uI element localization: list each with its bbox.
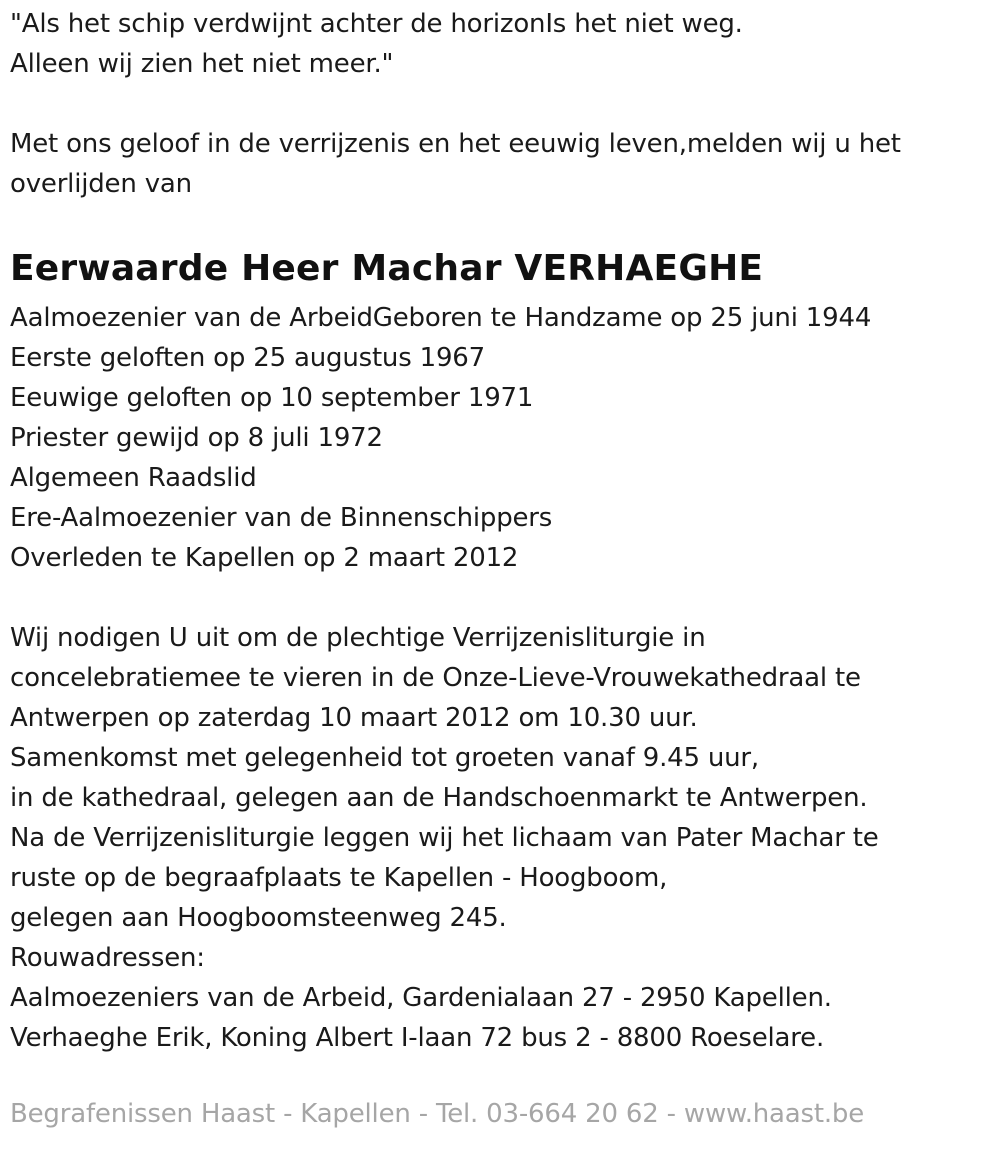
obituary-document [10,4,995,1058]
quote-line: "Als het schip verdwijnt achter de horizonIs het niet weg. [10,9,743,39]
biography-line: Eeuwige geloften op 10 september 1971 [10,383,534,413]
mourning-address: Verhaeghe Erik, Koning Albert I-laan 72 bus 2 - 8800 Roeselare. [10,1023,825,1053]
mourning-addresses-heading: Rouwadressen: [10,943,205,973]
invitation-line: Samenkomst met gelegenheid tot groeten vanaf 9.45 uur, [10,743,759,773]
invitation-line: concelebratiemee te vieren in de Onze-Lieve-Vrouwekathedraal te [10,663,861,693]
invitation-line: gelegen aan Hoogboomsteenweg 245. [10,903,507,933]
funeral-home-footer: Begrafenissen Haast - Kapellen - Tel. 03-664 20 62 - www.haast.be [10,1099,865,1129]
invitation-line: Wij nodigen U uit om de plechtige Verrijzenisliturgie in [10,623,706,653]
intro-block [10,124,995,204]
spacer [10,578,995,618]
intro-line: Met ons geloof in de verrijzenis en het eeuwig leven,melden wij u het [10,129,901,159]
deceased-name: Eerwaarde Heer Machar VERHAEGHE [10,248,764,289]
spacer [10,204,995,238]
invitation-line: Antwerpen op zaterdag 10 maart 2012 om 10.30 uur. [10,703,698,733]
biography-line: Ere-Aalmoezenier van de Binnenschippers [10,503,553,533]
quote-block [10,4,995,84]
biography-line: Priester gewijd op 8 juli 1972 [10,423,383,453]
invitation-block [10,618,995,1058]
biography-line: Aalmoezenier van de ArbeidGeboren te Handzame op 25 juni 1944 [10,303,872,333]
invitation-line: Na de Verrijzenisliturgie leggen wij het lichaam van Pater Machar te [10,823,879,853]
invitation-line: ruste op de begraafplaats te Kapellen - Hoogboom, [10,863,668,893]
biography-line: Overleden te Kapellen op 2 maart 2012 [10,543,519,573]
intro-line: overlijden van [10,169,192,199]
mourning-address: Aalmoezeniers van de Arbeid, Gardenialaan 27 - 2950 Kapellen. [10,983,832,1013]
invitation-line: in de kathedraal, gelegen aan de Handschoenmarkt te Antwerpen. [10,783,868,813]
biography-line: Algemeen Raadslid [10,463,257,493]
biography-block [10,298,995,578]
quote-line: Alleen wij zien het niet meer." [10,49,394,79]
biography-line: Eerste geloften op 25 augustus 1967 [10,343,485,373]
spacer [10,84,995,124]
